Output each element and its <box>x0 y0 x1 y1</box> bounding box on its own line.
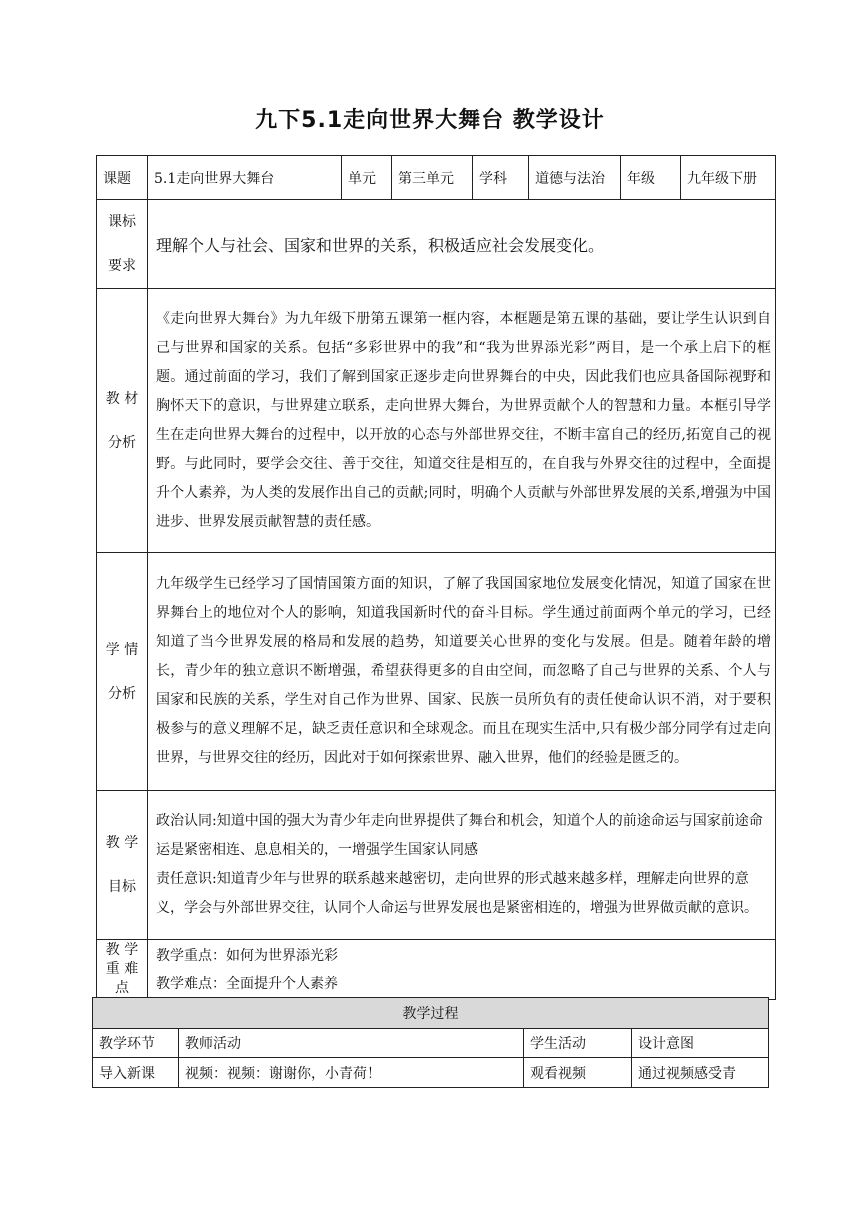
material-label <box>97 289 148 553</box>
material-text: 《走向世界大舞台》为九年级下册第五课第一框内容，本框题是第五课的基础，要让学生认识到自己与世界和国家的关系。包括“多彩世界中的我”和“我为世界添光彩”两目，是一个承上启下的框题。通过前面的学习，我们了解到国家正逐步走向世界舞台的中央，因此我们也应具备国际视野和胸怀天下的意识，与世界建立联系，走向世界大舞台，为世界贡献个人的智慧和力量。本框引导学生在走向世界大舞台的过程中，以开放的心态与外部世界交往，不断丰富自己的经历,拓宽自己的视野。与此同时，要学会交往、善于交往，知道交往是相互的，在自我与外界交往的过程中，全面提升个人素养，为人类的发展作出自己的贡献;同时，明确个人贡献与外部世界发展的关系,增强为中国进步、世界发展贡献智慧的责任感。 <box>148 289 776 553</box>
key-points-label-line1: 教 学 <box>105 942 139 958</box>
process-column-stage: 教学环节 <box>93 1029 179 1058</box>
process-intent-cell: 通过视频感受青 <box>632 1058 769 1088</box>
lesson-info-table <box>96 155 776 1000</box>
standards-text: 理解个人与社会、国家和世界的关系，积极适应社会发展变化。 <box>148 200 776 289</box>
key-points-label <box>97 940 148 1000</box>
objectives-label-line1: 教 学 <box>105 835 139 851</box>
key-points-text <box>148 940 776 1000</box>
objectives-label-line2: 目标 <box>108 879 136 895</box>
teaching-process-table <box>92 997 769 1088</box>
process-column-intent: 设计意图 <box>632 1029 769 1058</box>
process-columns-row <box>93 1029 769 1058</box>
standards-label-line2: 要求 <box>108 258 136 274</box>
objective-political: 政治认同:知道中国的强大为青少年走向世界提供了舞台和机会，知道个人的前途命运与国家前途命运是紧密相连、息息相关的，一增强学生国家认同感 <box>156 813 763 858</box>
students-label <box>97 553 148 791</box>
objectives-label <box>97 791 148 940</box>
unit-label: 单元 <box>342 156 392 200</box>
key-points-row <box>97 940 776 1000</box>
info-row <box>97 156 776 200</box>
standards-label <box>97 200 148 289</box>
students-text: 九年级学生已经学习了国情国策方面的知识，了解了我国国家地位发展变化情况，知道了国家在世界舞台上的地位对个人的影响，知道我国新时代的奋斗目标。学生通过前面两个单元的学习，已经知道了当今世界发展的格局和发展的趋势，知道要关心世界的变化与发展。但是。随着年龄的增长，青少年的独立意识不断增强，希望获得更多的自由空间，而忽略了自己与世界的关系、个人与国家和民族的关系，学生对自己作为世界、国家、民族一员所负有的责任使命认识不消，对于要积极参与的意义理解不足，缺乏责任意识和全球观念。而且在现实生活中,只有极少部分同学有过走向世界，与世界交往的经历，因此对于如何探索世界、融入世界，他们的经验是匮乏的。 <box>148 553 776 791</box>
material-row <box>97 289 776 553</box>
difficult-point: 教学难点：全面提升个人素养 <box>156 975 338 992</box>
material-label-line2: 分析 <box>108 434 136 451</box>
key-points-label-line3: 点 <box>115 980 129 996</box>
material-label-line1: 教 材 <box>105 390 139 407</box>
students-label-line1: 学 情 <box>105 641 139 658</box>
key-point: 教学重点：如何为世界添光彩 <box>156 947 338 964</box>
standards-row <box>97 200 776 289</box>
students-row <box>97 553 776 791</box>
process-student-cell: 观看视频 <box>524 1058 632 1088</box>
document-title: 九下5.1走向世界大舞台 教学设计 <box>255 108 605 133</box>
subject-value: 道德与法治 <box>529 156 621 200</box>
key-points-label-line2: 重 难 <box>105 961 139 977</box>
lesson-value: 5.1走向世界大舞台 <box>148 156 342 200</box>
students-label-line2: 分析 <box>108 685 136 702</box>
process-header-row <box>93 998 769 1029</box>
unit-value: 第三单元 <box>392 156 473 200</box>
lesson-label: 课题 <box>97 156 148 200</box>
process-row <box>93 1058 769 1088</box>
objective-responsibility: 责任意识:知道青少年与世界的联系越来越密切，走向世界的形式越来越多样，理解走向世界的意义，学会与外部世界交往，认同个人命运与世界发展也是紧密相连的，增强为世界做贡献的意识。 <box>156 871 758 916</box>
grade-label: 年级 <box>621 156 681 200</box>
subject-label: 学科 <box>473 156 529 200</box>
process-column-teacher: 教师活动 <box>179 1029 524 1058</box>
process-column-student: 学生活动 <box>524 1029 632 1058</box>
standards-label-line1: 课标 <box>108 214 136 230</box>
process-header: 教学过程 <box>93 998 769 1029</box>
process-teacher-cell: 视频：视频：谢谢你，小青荷！ <box>179 1058 524 1088</box>
grade-value: 九年级下册 <box>681 156 776 200</box>
objectives-text <box>148 791 776 940</box>
objectives-row <box>97 791 776 940</box>
process-stage-cell: 导入新课 <box>93 1058 179 1088</box>
